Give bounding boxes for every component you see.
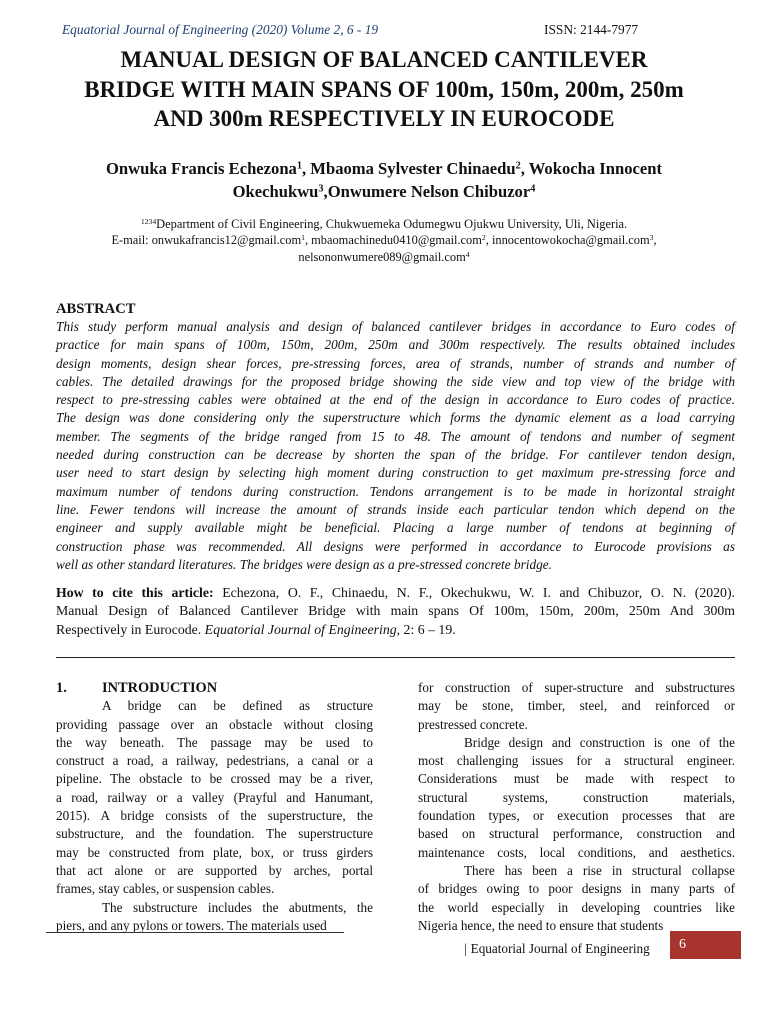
abstract-line: practice for main spans of 100m, 150m, 200m, 250m and 300m respectively. The results obtained includes [56,337,735,353]
abstract-line: engineer and supply available might be beneficial. Placing a large number of tendons at beginning of [56,520,735,536]
author-name: Onwumere Nelson Chibuzor [327,182,531,201]
paragraph-line: that act alone or are supported by arches, portal [56,862,373,878]
paragraph-line: Nigeria hence, the need to ensure that students [418,917,664,933]
abstract-body [56,318,735,574]
citation-label: How to cite this article: [56,585,214,600]
paragraph-line: There has been a rise in structural collapse [464,862,735,878]
department: Department of Civil Engineering, Chukwuemeka Odumegwu Ojukwu University, Uli, Nigeria. [156,217,628,231]
section-number: 1. [56,680,67,696]
author-line: Onwuka Francis Echezona$^1$, Mbaoma Sylvester Chinaedu$^2$, Wokocha Innocent [106,159,662,178]
paragraph-line: most challenging issues for a structural engineer. [418,753,735,769]
paragraph-line: for construction of super-structure and substructures [418,680,735,695]
paragraph-line: of bridges owing to poor designs in many parts of [418,881,735,897]
paragraph-line: maintenance costs, local conditions, and aesthetics. [418,844,735,860]
citation-journal: Equatorial Journal of Engineering, [204,621,401,637]
title-line: AND 300m RESPECTIVELY IN EUROCODE [153,106,615,131]
paragraph-line: Bridge design and construction is one of the [464,734,735,750]
paragraph-line: based on structural performance, construction and [418,826,735,842]
abstract-line: user need to start design by selecting high moment during construction to get maximum pre-stressing force and [56,465,735,481]
issn-header: ISSN: 2144-7977 [544,22,639,37]
author-sup: 1 [296,160,302,172]
paragraph-line: construct a road, a railway, pedestrians, a canal or a [56,753,373,769]
paragraph-line: providing passage over an obstacle without closing [56,716,373,732]
paper-title [40,45,728,134]
email-sup: 4 [465,249,470,259]
author-sup: 4 [530,183,536,195]
paragraph-line: Considerations must be made with respect to [418,771,735,787]
journal-header: Equatorial Journal of Engineering (2020) Volume 2, 6 - 19 [62,22,379,37]
paragraph-line: A bridge can be defined as structure [102,698,373,714]
paragraph-line: piers, and any pylons or towers. The materials used [56,917,327,933]
email-sup: 2 [481,233,486,243]
abstract-line: cables. The detailed drawings for the proposed bridge showing the side view and top view of the bridge with [56,373,735,389]
section-heading [56,679,373,697]
citation-line: Manual Design of Balanced Cantilever Bridge with main spans Of 100m, 150m, 200m, 250m And 300m [56,603,735,619]
department-line [40,216,728,232]
body-column-right [418,679,735,935]
paragraph-line: structural systems, construction materials, [418,789,735,805]
author-sup: 2 [515,160,521,172]
abstract-line: design moments, design shear forces, pre-stressing forces, area of strands, number of strands and number of [56,355,735,371]
section-title: INTRODUCTION [102,680,218,696]
abstract-line: line. Fewer tendons will increase the amount of strands inside each particular tendon which depend on the [56,501,735,517]
abstract-line: respect to pre-stressing cables were obtained at the end of the design in accordance to Euro codes of practice. [56,392,735,408]
paragraph-line: a road, railway or a valley (Prayful and Hanumant, [56,789,373,805]
footer-rule [46,932,344,933]
paragraph-line: pipeline. The obstacle to be crossed may be a river, [56,771,373,787]
title-line: MANUAL DESIGN OF BALANCED CANTILEVER [120,47,648,72]
footer [464,938,650,960]
paragraph-line: the way beneath. The passage may be used to [56,734,373,750]
abstract-line: This study perform manual analysis and design of balanced cantilever bridges in accordance to Euro codes of [56,319,735,334]
author-name: Okechukwu [232,182,319,201]
email-link[interactable]: onwukafrancis12@gmail.com [151,233,302,248]
paragraph-line: 2015). A bridge consists of the superstructure, the [56,808,373,824]
citation-line [56,584,735,602]
author-sup: 3 [318,183,324,195]
abstract-line: member. The segments of the bridge ranged from 15 to 48. The amount of tendons and number of segment [56,428,735,444]
citation [56,584,735,639]
email-line: E-mail: onwukafrancis12@gmail.com$^1$, mbaomachinedu0410@gmail.com$^2$, innocentowokocha@gmail.com$^3$, [111,233,657,248]
abstract-heading: ABSTRACT [56,301,136,317]
affiliation [40,216,728,265]
paragraph-line: may be constructed from plate, box, or truss girders [56,844,373,860]
email-label: E-mail: [111,233,152,248]
body-column-left [56,679,373,935]
author-name: Mbaoma Sylvester Chinaedu [310,159,516,178]
author-list [40,157,728,203]
paragraph-line: frames, stay cables, or suspension cables. [56,881,275,897]
paragraph-line: prestressed concrete. [418,716,528,732]
citation-text: Respectively in Eurocode. [56,621,205,637]
page-number: 6 [670,931,741,959]
section-divider [56,657,735,658]
citation-text: 2: 6 – 19. [400,621,456,637]
citation-text: Echezona, O. F., Chinaedu, N. F., Okechukwu, W. I. and Chibuzor, O. N. (2020). [222,585,735,600]
email-link[interactable]: nelsononwumere089@gmail.com [298,249,466,264]
affiliation-sup: 1234 [140,216,157,226]
citation-line [56,621,735,639]
email-line [40,249,728,265]
email-link[interactable]: mbaomachinedu0410@gmail.com [311,233,482,248]
abstract-line: well as other standard literatures. The bridges were design as a pre-stressed concrete bridge. [56,556,552,572]
abstract-line: construction phase was recommended. All designs were performed in accordance to Eurocode provisions as [56,538,735,554]
paragraph-line: foundation types, or execution processes that are [418,808,735,824]
footer-separator: | [464,941,467,956]
title-line: BRIDGE WITH MAIN SPANS OF 100m, 150m, 200m, 250m [84,76,684,102]
author-name: Onwuka Francis Echezona [106,159,297,178]
email-sup: 3 [649,233,654,243]
footer-journal: Equatorial Journal of Engineering [470,941,650,956]
paragraph-line: may be stone, timber, steel, and reinforced or [418,698,735,714]
email-link[interactable]: innocentowokocha@gmail.com [491,233,650,248]
author-name: Wokocha Innocent [528,159,662,178]
abstract-line: needed during construction can be decrease by shorten the span of the bridge. For cantilever tendon design, [56,447,735,463]
paragraph-line: substructure, and the foundation. The superstructure [56,826,373,842]
author-line: Okechukwu$^3$,Onwumere Nelson Chibuzor$^4$ [232,182,536,201]
abstract-line: maximum number of tendons during construction. Tendons arrangement is to be made in horizontal straight [56,483,735,499]
paragraph-line: The substructure includes the abutments, the [102,899,373,915]
email-sup: 1 [301,233,305,243]
abstract-line: The design was done considering only the superstructure which forms the dynamic element as a load carrying [56,410,735,426]
paragraph-line: the world especially in developing countries like [418,899,735,915]
